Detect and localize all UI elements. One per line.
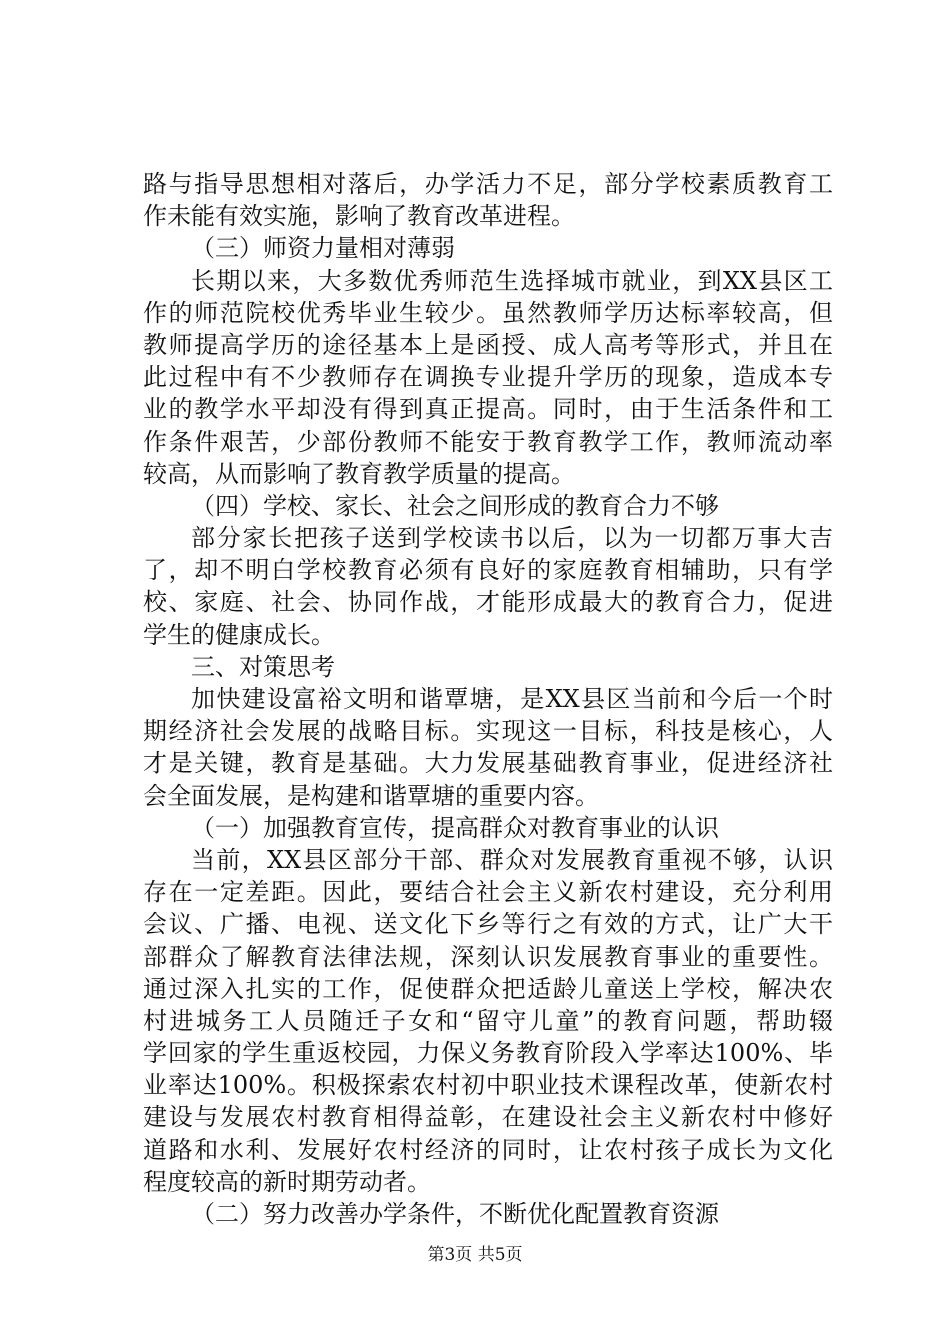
text-line: 业率达100%。积极探索农村初中职业技术课程改革，使新农村 <box>143 1071 833 1100</box>
text-line: 加快建设富裕文明和谐覃塘，是XX县区当前和今后一个时 <box>191 685 833 713</box>
text-line: 作条件艰苦，少部份教师不能安于教育教学工作，教师流动率 <box>143 427 833 456</box>
text-line: 长期以来，大多数优秀师范生选择城市就业，到XX县区工 <box>191 266 833 295</box>
text-line: 当前，XX县区部分干部、群众对发展教育重视不够，认识 <box>191 845 833 874</box>
text-line: 路与指导思想相对落后，办学活力不足，部分学校素质教育工 <box>143 170 833 198</box>
document-body <box>143 168 833 1230</box>
text-line: 程度较高的新时期劳动者。 <box>143 1167 431 1196</box>
text-line: 会全面发展，是构建和谐覃塘的重要内容。 <box>143 781 599 810</box>
text-line: 校、家庭、社会、协同作战，才能形成最大的教育合力，促进 <box>143 588 833 617</box>
text-line: （四）学校、家长、社会之间形成的教育合力不够 <box>191 491 719 520</box>
text-line: 存在一定差距。因此，要结合社会主义新农村建设，充分利用 <box>143 878 833 907</box>
text-line: 较高，从而影响了教育教学质量的提高。 <box>143 459 575 488</box>
text-line: （二）努力改善办学条件，不断优化配置教育资源 <box>191 1200 719 1228</box>
text-line: 教师提高学历的途径基本上是函授、成人高考等形式，并且在 <box>143 330 833 359</box>
text-line: 作的师范院校优秀毕业生较少。虽然教师学历达标率较高，但 <box>143 298 833 327</box>
text-line: 通过深入扎实的工作，促使群众把适龄儿童送上学校，解决农 <box>143 974 833 1003</box>
text-line: 会议、广播、电视、送文化下乡等行之有效的方式，让广大干 <box>143 910 833 939</box>
text-line: （一）加强教育宣传，提高群众对教育事业的认识 <box>191 813 719 842</box>
text-line: 部群众了解教育法律法规，深刻认识发展教育事业的重要性。 <box>143 942 833 971</box>
text-line: 村进城务工人员随迁子女和“留守儿童”的教育问题，帮助辍 <box>143 1006 833 1035</box>
text-line: （三）师资力量相对薄弱 <box>191 234 455 263</box>
page-footer: 第3页 共5页 <box>427 1245 523 1265</box>
text-line: 部分家长把孩子送到学校读书以后，以为一切都万事大吉 <box>191 524 833 553</box>
text-line: 学生的健康成长。 <box>143 620 335 649</box>
text-line: 此过程中有不少教师存在调换专业提升学历的现象，造成本专 <box>143 363 833 392</box>
text-line: 业的教学水平却没有得到真正提高。同时，由于生活条件和工 <box>143 395 833 424</box>
text-line: 建设与发展农村教育相得益彰，在建设社会主义新农村中修好 <box>143 1103 833 1132</box>
text-line: 道路和水利、发展好农村经济的同时，让农村孩子成长为文化 <box>143 1135 833 1164</box>
text-line: 期经济社会发展的战略目标。实现这一目标，科技是核心，人 <box>143 717 833 746</box>
text-line: 了，却不明白学校教育必须有良好的家庭教育相辅助，只有学 <box>143 556 833 585</box>
text-line: 学回家的学生重返校园，力保义务教育阶段入学率达100%、毕 <box>143 1039 833 1068</box>
text-line: 作未能有效实施，影响了教育改革进程。 <box>143 202 575 231</box>
text-line: 才是关键，教育是基础。大力发展基础教育事业，促进经济社 <box>143 749 833 778</box>
text-line: 三、对策思考 <box>191 652 335 681</box>
